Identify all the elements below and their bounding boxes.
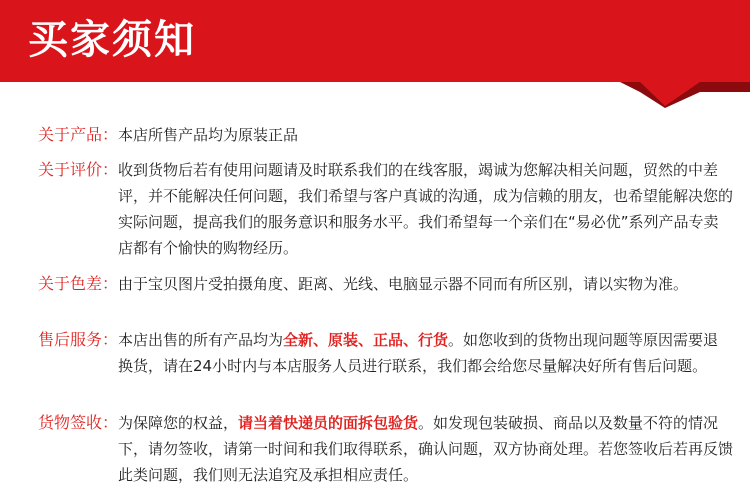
note-text-part: 。如您收到的货物出现问题等原因需要退换货，请在24小时内与本店服务人员进行联系，我们都会给您尽量解决好所有售后问题。 xyxy=(118,331,719,375)
note-highlight: 请当着快递员的面拆包验货 xyxy=(238,414,419,432)
page-title: 买家须知 xyxy=(28,17,196,63)
note-text: 本店所售产品均为原装正品 xyxy=(118,126,299,144)
note-label: 售后服务： xyxy=(37,330,118,349)
note-label: 关于色差： xyxy=(37,274,118,293)
header-banner xyxy=(0,0,750,110)
note-text-part: 为保障您的权益， xyxy=(118,414,239,432)
note-text-part: 。如发现包装破损、商品以及数量不符的情况下，请勿签收，请第一时间和我们取得联系，确认问题，双方协商处理。若您签收后若再反馈此类问题，我们则无法追究及承担相应责任。 xyxy=(118,414,734,484)
note-label: 关于评价： xyxy=(37,160,118,179)
note-text-part: 本店出售的所有产品均为 xyxy=(118,331,284,349)
note-label: 关于产品： xyxy=(37,125,118,144)
note-text xyxy=(118,410,733,488)
note-label: 货物签收： xyxy=(37,413,118,432)
note-text: 由于宝贝图片受拍摄角度、距离、光线、电脑显示器不同而有所区别，请以实物为准。 xyxy=(118,275,689,293)
note-highlight: 全新、原装、正品、行货 xyxy=(283,331,449,349)
note-text xyxy=(118,327,733,379)
note-text: 收到货物后若有使用问题请及时联系我们的在线客服，竭诚为您解决相关问题，贸然的中差评，并不能解决任何问题，我们希望与客户真诚的沟通，成为信赖的朋友，也希望能解决您的实际问题，提高我们的服务意识和服务水平。我们希望每一个亲们在“易必优”系列产品专卖店都有个愉快的购物经历。 xyxy=(118,161,734,257)
